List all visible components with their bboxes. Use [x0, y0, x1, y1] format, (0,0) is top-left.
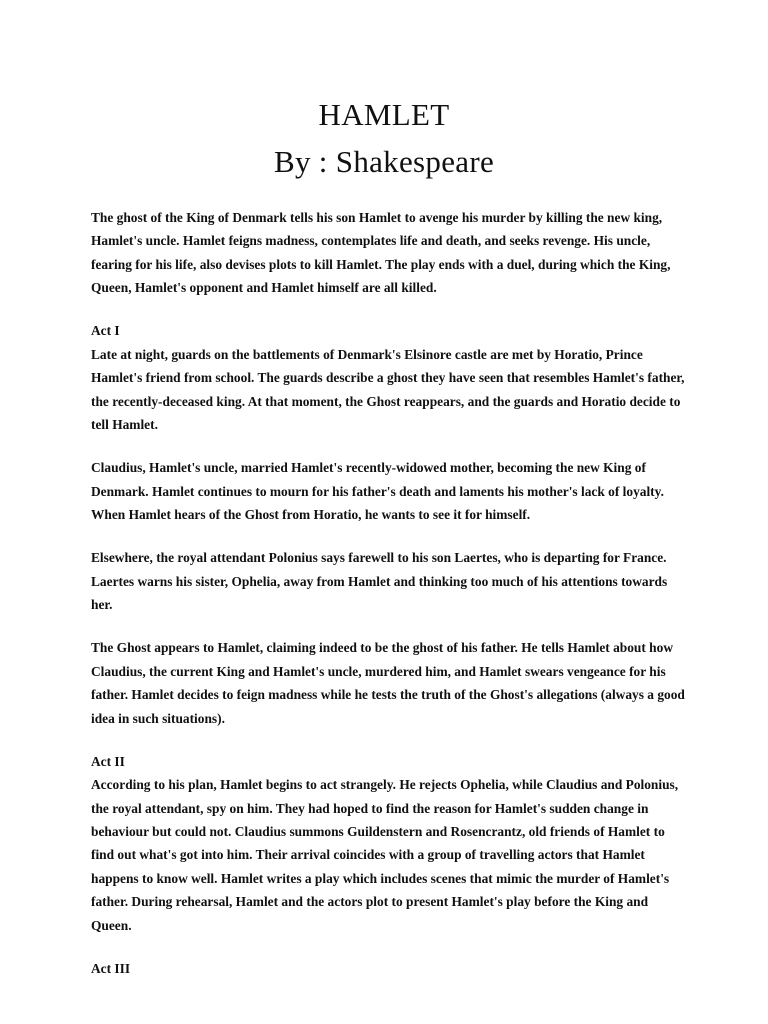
- act-3-section: [91, 957, 691, 980]
- act-2-paragraph-1: According to his plan, Hamlet begins to act strangely. He rejects Ophelia, while Claudius and Polonius, the royal attendant, spy on him. They had hoped to find the reason for Hamlet's sudden change in behaviour but could not. Claudius summons Guildenstern and Rosencrantz, old friends of Hamlet to find out what's got into him. Their arrival coincides with a group of travelling actors that Hamlet happens to know well. Hamlet writes a play which includes scenes that mimic the murder of Hamlet's father. During rehearsal, Hamlet and the actors plot to present Hamlet's play before the King and Queen.: [91, 777, 679, 933]
- act-2-heading: Act II: [91, 753, 125, 769]
- document-body: [91, 206, 691, 1000]
- act-1-paragraph-1: Late at night, guards on the battlements of Denmark's Elsinore castle are met by Horatio, Prince Hamlet's friend from school. The guards describe a ghost they have seen that resembles Hamlet's father, the recently-deceased king. At that moment, the Ghost reappears, and the guards and Horatio decide to tell Hamlet.: [91, 346, 685, 433]
- act-1-paragraph-4: The Ghost appears to Hamlet, claiming indeed to be the ghost of his father. He tells Hamlet about how Claudius, the current King and Hamlet's uncle, murdered him, and Hamlet swears vengeance for his father. Hamlet decides to feign madness while he tests the truth of the Ghost's allegations (always a good idea in such situations).: [91, 640, 685, 726]
- act-3-heading: Act III: [91, 960, 131, 976]
- act-1-paragraph-2: Claudius, Hamlet's uncle, married Hamlet's recently-widowed mother, becoming the new King of Denmark. Hamlet continues to mourn for his father's death and laments his mother's lack of loyalty. When Hamlet hears of the Ghost from Horatio, he wants to see it for himself.: [91, 460, 664, 523]
- summary-paragraph: The ghost of the King of Denmark tells his son Hamlet to avenge his murder by killing the new king, Hamlet's uncle. Hamlet feigns madness, contemplates life and death, and seeks revenge. His uncle, fearing for his life, also devises plots to kill Hamlet. The play ends with a duel, during which the King, Queen, Hamlet's opponent and Hamlet himself are all killed.: [91, 210, 671, 296]
- act-1-section: [91, 319, 691, 436]
- document-subtitle: By : Shakespeare: [273, 144, 494, 179]
- act-1-paragraph-3: Elsewhere, the royal attendant Polonius says farewell to his son Laertes, who is departing for France. Laertes warns his sister, Ophelia, away from Hamlet and thinking too much of his attentions towards her.: [91, 550, 668, 613]
- act-1-heading: Act I: [91, 323, 120, 339]
- act-2-section: [91, 750, 691, 937]
- document-title: HAMLET: [318, 97, 450, 132]
